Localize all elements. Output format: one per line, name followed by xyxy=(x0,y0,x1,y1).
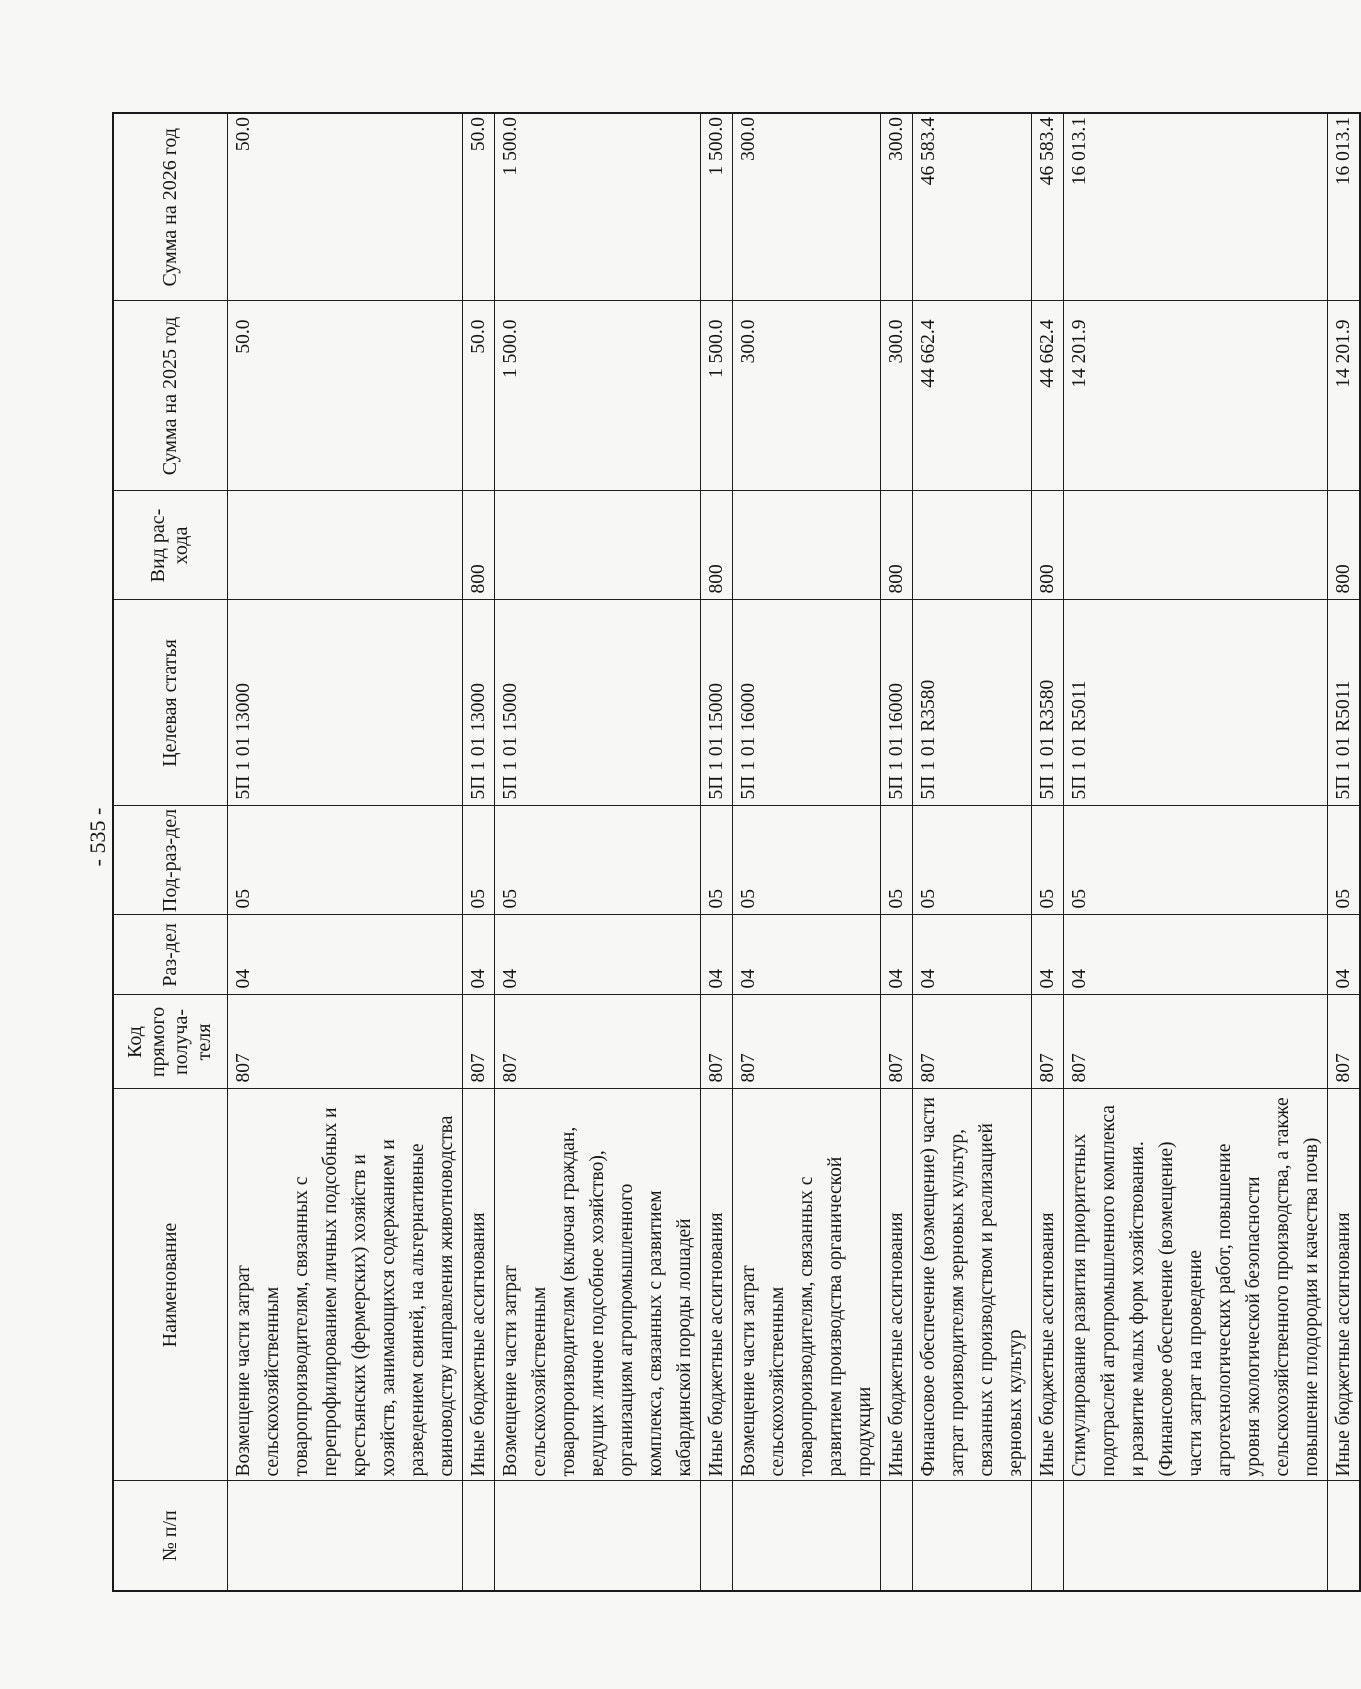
cell-expense-type: 800 xyxy=(700,491,732,600)
cell-name: Возмещение части затрат сельскохозяйственным товаропроизводителям, связанных с перепрофилированием личных подсобных и крестьянских (фермерских) хозяйств и хозяйств, занимающихся содержанием и разведением свиней, на альтернативные свиноводству направления животноводства xyxy=(227,1089,462,1481)
cell-name: Возмещение части затрат сельскохозяйственным товаропроизводителям, связанных с развитием производства органической продукции xyxy=(732,1089,880,1481)
header-sum-2026: Сумма на 2026 год xyxy=(113,113,227,301)
cell-num xyxy=(732,1481,880,1591)
header-recipient-code: Код прямого получа-теля xyxy=(113,995,227,1089)
cell-sum-2026: 1 500.0 xyxy=(700,113,732,301)
cell-num xyxy=(1031,1481,1063,1591)
cell-sum-2025: 14 201.9 xyxy=(1063,301,1327,491)
cell-sum-2026: 50.0 xyxy=(462,113,494,301)
table-header-row xyxy=(113,113,227,1591)
page-number: - 535 - xyxy=(85,807,110,867)
cell-expense-type: 800 xyxy=(1031,491,1063,600)
cell-section: 04 xyxy=(494,915,700,995)
cell-recipient-code: 807 xyxy=(1031,995,1063,1089)
cell-expense-type xyxy=(227,491,462,600)
table-row xyxy=(912,113,1031,1591)
cell-name: Иные бюджетные ассигнования xyxy=(1031,1089,1063,1481)
cell-recipient-code: 807 xyxy=(1327,995,1360,1089)
cell-name: Иные бюджетные ассигнования xyxy=(1327,1089,1360,1481)
cell-recipient-code: 807 xyxy=(700,995,732,1089)
table-row xyxy=(700,113,732,1591)
cell-target-article: 5П 1 01 R3580 xyxy=(1031,600,1063,806)
cell-target-article: 5П 1 01 R5011 xyxy=(1063,600,1327,806)
cell-subsection: 05 xyxy=(227,806,462,915)
cell-target-article: 5П 1 01 R5011 xyxy=(1327,600,1360,806)
cell-target-article: 5П 1 01 13000 xyxy=(462,600,494,806)
cell-expense-type xyxy=(912,491,1031,600)
cell-subsection: 05 xyxy=(494,806,700,915)
cell-num xyxy=(462,1481,494,1591)
rotated-table-container xyxy=(112,114,1354,1592)
cell-sum-2025: 300.0 xyxy=(732,301,880,491)
cell-subsection: 05 xyxy=(1031,806,1063,915)
cell-sum-2025: 1 500.0 xyxy=(494,301,700,491)
cell-recipient-code: 807 xyxy=(1063,995,1327,1089)
cell-section: 04 xyxy=(1031,915,1063,995)
cell-expense-type xyxy=(1063,491,1327,600)
cell-expense-type: 800 xyxy=(462,491,494,600)
cell-sum-2025: 1 500.0 xyxy=(700,301,732,491)
cell-num xyxy=(880,1481,912,1591)
cell-sum-2026: 300.0 xyxy=(732,113,880,301)
header-expense-type: Вид рас-хода xyxy=(113,491,227,600)
table-row xyxy=(1327,113,1360,1591)
cell-section: 04 xyxy=(732,915,880,995)
cell-section: 04 xyxy=(462,915,494,995)
header-name: Наименование xyxy=(113,1089,227,1481)
header-subsection: Под-раз-дел xyxy=(113,806,227,915)
cell-name: Иные бюджетные ассигнования xyxy=(880,1089,912,1481)
header-sum-2025: Сумма на 2025 год xyxy=(113,301,227,491)
cell-sum-2025: 14 201.9 xyxy=(1327,301,1360,491)
cell-recipient-code: 807 xyxy=(494,995,700,1089)
table-row xyxy=(880,113,912,1591)
cell-target-article: 5П 1 01 16000 xyxy=(732,600,880,806)
cell-section: 04 xyxy=(1063,915,1327,995)
cell-sum-2025: 50.0 xyxy=(462,301,494,491)
cell-recipient-code: 807 xyxy=(912,995,1031,1089)
cell-recipient-code: 807 xyxy=(732,995,880,1089)
cell-section: 04 xyxy=(1327,915,1360,995)
cell-sum-2026: 16 013.1 xyxy=(1063,113,1327,301)
cell-target-article: 5П 1 01 R3580 xyxy=(912,600,1031,806)
cell-expense-type: 800 xyxy=(1327,491,1360,600)
cell-sum-2026: 1 500.0 xyxy=(494,113,700,301)
cell-target-article: 5П 1 01 15000 xyxy=(700,600,732,806)
cell-recipient-code: 807 xyxy=(880,995,912,1089)
table-row xyxy=(1031,113,1063,1591)
cell-sum-2026: 46 583.4 xyxy=(912,113,1031,301)
table-row xyxy=(494,113,700,1591)
cell-subsection: 05 xyxy=(1063,806,1327,915)
header-target-article: Целевая статья xyxy=(113,600,227,806)
cell-name: Финансовое обеспечение (возмещение) части затрат производителям зерновых культур, связанных с производством и реализацией зерновых культур xyxy=(912,1089,1031,1481)
cell-target-article: 5П 1 01 16000 xyxy=(880,600,912,806)
cell-expense-type xyxy=(494,491,700,600)
cell-sum-2025: 44 662.4 xyxy=(912,301,1031,491)
cell-subsection: 05 xyxy=(912,806,1031,915)
cell-subsection: 05 xyxy=(1327,806,1360,915)
cell-subsection: 05 xyxy=(700,806,732,915)
cell-name: Иные бюджетные ассигнования xyxy=(700,1089,732,1481)
cell-section: 04 xyxy=(912,915,1031,995)
cell-sum-2026: 50.0 xyxy=(227,113,462,301)
cell-sum-2026: 46 583.4 xyxy=(1031,113,1063,301)
cell-recipient-code: 807 xyxy=(462,995,494,1089)
cell-num xyxy=(1327,1481,1360,1591)
cell-subsection: 05 xyxy=(880,806,912,915)
cell-num xyxy=(1063,1481,1327,1591)
table-row xyxy=(227,113,462,1591)
cell-name: Возмещение части затрат сельскохозяйственным товаропроизводителям (включая граждан, ведущих личное подсобное хозяйство), организациям агропромышленного комплекса, связанных с развитием кабардинской породы лошадей xyxy=(494,1089,700,1481)
cell-recipient-code: 807 xyxy=(227,995,462,1089)
cell-name: Иные бюджетные ассигнования xyxy=(462,1089,494,1481)
header-section: Раз-дел xyxy=(113,915,227,995)
header-num: № п/п xyxy=(113,1481,227,1591)
cell-subsection: 05 xyxy=(462,806,494,915)
cell-num xyxy=(700,1481,732,1591)
cell-sum-2026: 16 013.1 xyxy=(1327,113,1360,301)
cell-sum-2025: 300.0 xyxy=(880,301,912,491)
cell-num xyxy=(227,1481,462,1591)
cell-section: 04 xyxy=(880,915,912,995)
cell-target-article: 5П 1 01 15000 xyxy=(494,600,700,806)
cell-section: 04 xyxy=(227,915,462,995)
cell-num xyxy=(912,1481,1031,1591)
cell-name: Стимулирование развития приоритетных подотраслей агропромышленного комплекса и развитие малых форм хозяйствования. (Финансовое обеспечение (возмещение) части затрат на проведение агротехнологических работ, повышение уровня экологической безопасности сельскохозяйственного производства, а также повышение плодородия и качества почв) xyxy=(1063,1089,1327,1481)
cell-expense-type xyxy=(732,491,880,600)
cell-num xyxy=(494,1481,700,1591)
cell-subsection: 05 xyxy=(732,806,880,915)
cell-target-article: 5П 1 01 13000 xyxy=(227,600,462,806)
cell-sum-2025: 50.0 xyxy=(227,301,462,491)
table-row xyxy=(462,113,494,1591)
cell-sum-2025: 44 662.4 xyxy=(1031,301,1063,491)
table-row xyxy=(732,113,880,1591)
cell-sum-2026: 300.0 xyxy=(880,113,912,301)
table-row xyxy=(1063,113,1327,1591)
cell-expense-type: 800 xyxy=(880,491,912,600)
cell-section: 04 xyxy=(700,915,732,995)
budget-table xyxy=(112,112,1361,1592)
